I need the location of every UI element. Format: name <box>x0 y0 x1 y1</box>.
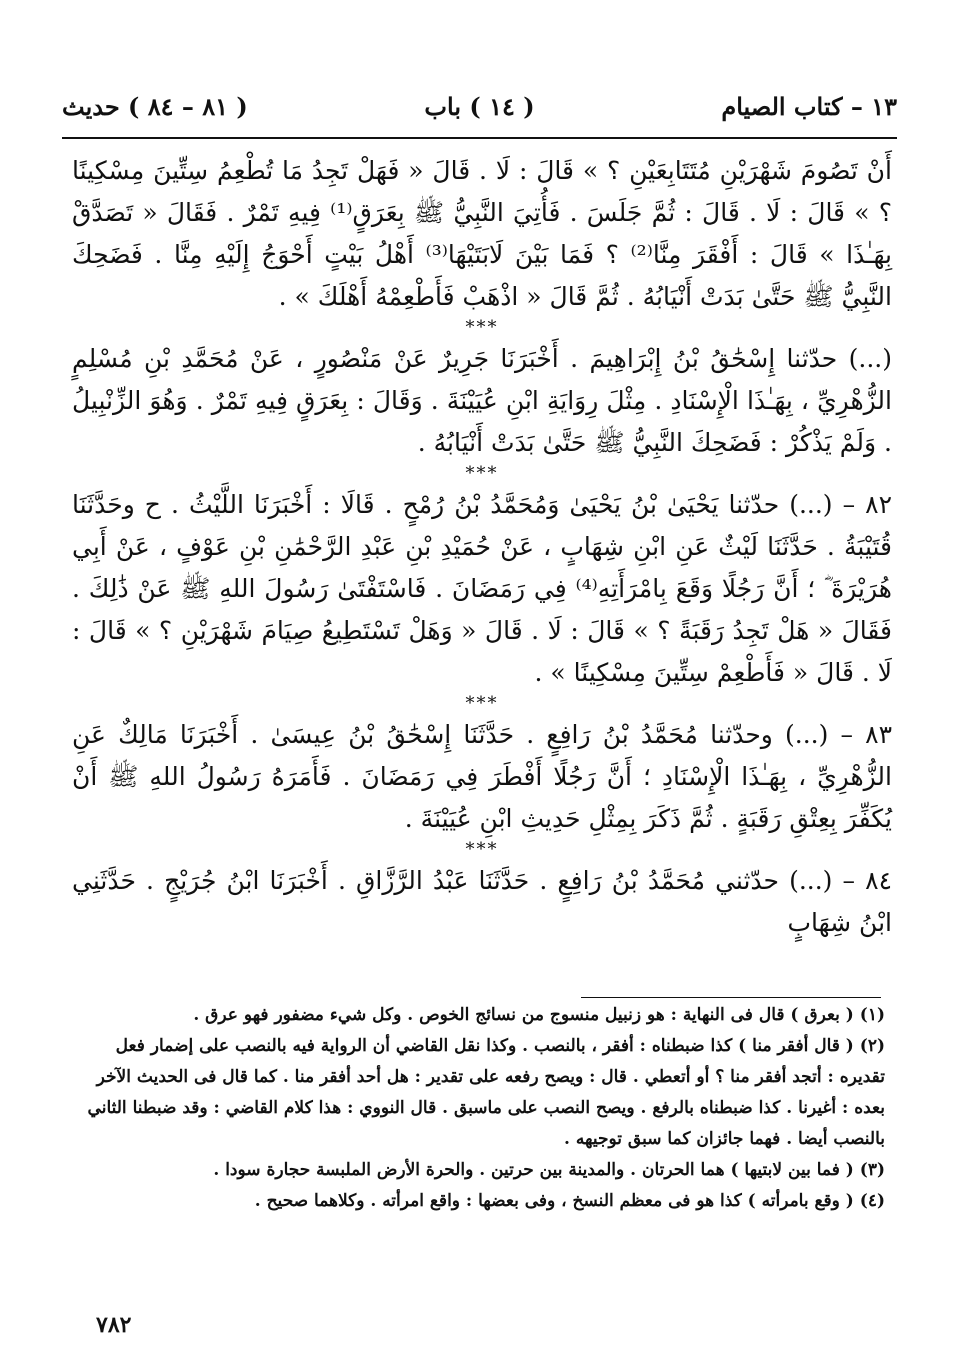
footnote-rule <box>581 997 881 998</box>
footnote-3: (٣) ( فما بين لابتيها ) هما الحرتان . والمدينة بين حرتين . والحرة الأرض الملبسة حجارة سودا . <box>213 1160 885 1180</box>
paragraph-1: أَنْ تَصُومَ شَهْرَيْنِ مُتَتَابِعَيْنِ ؟ » قَالَ : لَا . قَالَ « فَهَلْ تَجِدُ مَا تُطْعِمُ سِتِّينَ مِسْكِينًا ؟ » قَالَ : لَا . قَالَ : ثُمَّ جَلَسَ . فَأُتِيَ النَّبِيُّ ﷺ بِعَرَقٍ⁽¹⁾ فِيهِ تَمْرٌ . فَقَالَ « تَصَدَّقْ بِهَـٰذَا » قَالَ : أَفْقَرَ مِنَّا⁽²⁾ ؟ فَمَا بَيْنَ لَابَتَيْهَا⁽³⁾ أَهْلُ بَيْتٍ أَحْوَجُ إِلَيْهِ مِنَّا . فَضَحِكَ النَّبِيُّ ﷺ حَتَّىٰ بَدَتْ أَنْيَابُهُ . ثُمَّ قَالَ « اذْهَبْ فَأَطْعِمْهُ أَهْلَكَ » . <box>72 156 893 311</box>
section-separator: *** <box>465 839 499 860</box>
hadith-82: ٨٢ – (...) حدّثنا يَحْيَىٰ بْنُ يَحْيَىٰ وَمُحَمَّدُ بْنُ رُمْحٍ . قَالَا : أَخْبَرَنَا اللَّيْثُ . ح وحَدَّثَنَا قُتَيْبَةُ . حَدَّثَنَا لَيْثٌ عَنِ ابْنِ شِهَابٍ ، عَنْ حُمَيْدِ بْنِ عَبْدِ الرَّحْمَٰنِ بْنِ عَوْفٍ ، عَنْ أَبِي هُرَيْرَةَ ؓ ؛ أَنَّ رَجُلًا وَقَعَ بِامْرَأَتِهِ⁽⁴⁾ فِي رَمَضَانَ . فَاسْتَفْتَىٰ رَسُولَ اللهِ ﷺ عَنْ ذَٰلِكَ . فَقَالَ « هَلْ تَجِدُ رَقَبَةً ؟ » قَالَ : لَا . قَالَ « وَهَلْ تَسْتَطِيعُ صِيَامَ شَهْرَيْنِ ؟ » قَالَ : لَا . قَالَ « فَأَطْعِمْ سِتِّينَ مِسْكِينًا » . <box>72 490 892 687</box>
page-number: ٧٨٢ <box>96 1312 132 1338</box>
footnote-2: (٢) ( قال أفقر منا ) كذا ضبطناه : أفقر ، بالنصب . وكذا نقل القاضي أن الرواية فيه بالنصب على إضمار فعل تقديره : أتجد أفقر منا ؟ أو أتعطي . قال : ويصح رفعه على تقدير : هل أحد أفقر منا . كما قال فى الحديث الآخر بعده : أغيرنا . كذا ضبطناه بالرفع . ويصح النصب على ماسبق . قال النووي : هذا كلام القاضي : وقد ضبطنا الثاني بالنصب أيضا . فهما جائزان كما سبق توجيهه . <box>87 1036 885 1149</box>
main-text <box>72 150 892 944</box>
footnote-1: (١) ( بعرق ) قال فى النهاية : هو زنبيل منسوج من نسائج الخوص . وكل شيء مضفور فهو عرق . <box>193 1005 885 1025</box>
hadith-83: ٨٣ – (...) وحدّثنا مُحَمَّدُ بْنُ رَافِعٍ . حَدَّثَنَا إِسْحَٰقُ بْنُ عِيسَىٰ . أَخْبَرَنَا مَالِكٌ عَنِ الزُّهْرِيِّ ، بِهَـٰذَا الْإِسْنَادِ ؛ أَنَّ رَجُلًا أَفْطَرَ فِي رَمَضَانَ . فَأَمَرَهُ رَسُولُ اللهِ ﷺ أَنْ يُكَفِّرَ بِعِتْقِ رَقَبَةٍ . ثُمَّ ذَكَرَ بِمِثْلِ حَدِيثِ ابْنِ عُيَيْنَةَ . <box>72 720 892 833</box>
section-separator: *** <box>465 693 499 714</box>
chapter-label: ( ١٤ ) باب <box>424 92 535 121</box>
section-separator: *** <box>465 463 499 484</box>
header-rule <box>62 137 897 139</box>
book-title: ١٣ – كتاب الصيام <box>721 92 897 121</box>
running-header <box>62 92 897 132</box>
hadith-84: ٨٤ – (...) حدّثني مُحَمَّدُ بْنُ رَافِعٍ . حَدَّثَنَا عَبْدُ الرَّزَّاقِ . أَخْبَرَنَا ابْنُ جُرَيْجٍ . حَدَّثَنِي ابْنُ شِهَابٍ <box>72 866 892 937</box>
footnotes <box>80 1000 885 1217</box>
paragraph-2: (...) حدّثنا إِسْحَٰقُ بْنُ إِبْرَاهِيمَ . أَخْبَرَنَا جَرِيرٌ عَنْ مَنْصُورٍ ، عَنْ مُحَمَّدِ بْنِ مُسْلِمٍ الزُّهْرِيِّ ، بِهَـٰذَا الْإِسْنَادِ . مِثْلَ رِوَايَةِ ابْنِ عُيَيْنَةَ . وَقَالَ : بِعَرَقٍ فِيهِ تَمْرٌ . وَهُوَ الزِّنْبِيلُ . وَلَمْ يَذْكُرْ : فَضَحِكَ النَّبِيُّ ﷺ حَتَّىٰ بَدَتْ أَنْيَابُهُ . <box>72 344 892 457</box>
hadith-range: ( ٨١ – ٨٤ ) حديث <box>62 92 248 121</box>
section-separator: *** <box>465 317 499 338</box>
footnote-4: (٤) ( وقع بامرأته ) كذا هو فى معظم النسخ ، وفى بعضها : واقع امرأته . وكلاهما صحيح . <box>254 1191 885 1211</box>
